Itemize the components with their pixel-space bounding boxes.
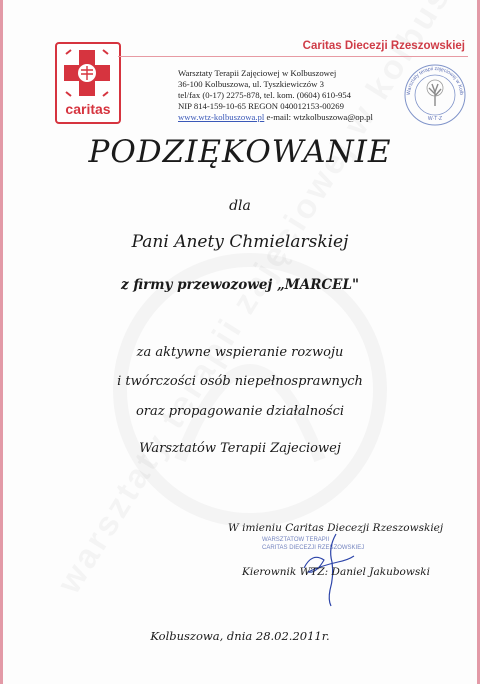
website-link[interactable]: www.wtz-kolbuszowa.pl bbox=[178, 112, 265, 122]
recipient-name: Pani Anety Chmielarskiej bbox=[131, 232, 349, 252]
reason-line-4: Warsztatów Terapii Zajeciowej bbox=[139, 441, 341, 456]
caritas-logo bbox=[55, 42, 121, 124]
recipient-firm: z firmy przewozowej „MARCEL" bbox=[121, 277, 359, 293]
stamp-line-1: WARSZTATÓW TERAPII bbox=[262, 537, 330, 543]
on-behalf-text: W imieniu Caritas Diecezji Rzeszowskiej bbox=[228, 522, 444, 534]
wtz-seal-icon bbox=[402, 62, 468, 128]
header-divider bbox=[118, 56, 468, 57]
caritas-cross-icon bbox=[62, 48, 112, 98]
reason-line-2: i twórczości osób niepełnosprawnych bbox=[117, 374, 363, 389]
for-label: dla bbox=[229, 198, 251, 214]
certificate-title: PODZIĘKOWANIE bbox=[88, 134, 392, 170]
reason-line-1: za aktywne wspieranie rozwoju bbox=[136, 345, 344, 360]
watermark bbox=[60, 160, 440, 630]
diocese-title: Caritas Diecezji Rzeszowskiej bbox=[302, 40, 465, 52]
place-and-date: Kolbuszowa, dnia 28.02.2011r. bbox=[150, 629, 330, 643]
address-line-4: NIP 814-159-10-65 REGON 040012153-00269 bbox=[178, 101, 344, 111]
address-block bbox=[178, 68, 373, 123]
watermark-emblem-icon bbox=[60, 160, 440, 630]
address-line-1: Warsztaty Terapii Zajęciowej w Kolbuszowej bbox=[178, 68, 337, 78]
seal-ring-text: Warsztaty terapii zajęciowej w Kolb bbox=[405, 65, 465, 96]
signer-text: Kierownik WTZ: Daniel Jakubowski bbox=[242, 566, 430, 578]
email-text: e-mail: wtzkolbuszowa@op.pl bbox=[266, 112, 373, 122]
stamp-line-2: CARITAS DIECEZJI RZESZOWSKIEJ bbox=[262, 544, 365, 551]
reason-line-3: oraz propagowanie działalności bbox=[135, 404, 345, 419]
address-line-3: tel/fax (0-17) 2275-878, tel. kom. (0604) 610-954 bbox=[178, 90, 351, 100]
caritas-logo-word: caritas bbox=[65, 101, 111, 117]
address-line-2: 36-100 Kolbuszowa, ul. Tyszkiewiczów 3 bbox=[178, 79, 324, 89]
seal-bottom-text: W·T·Z bbox=[427, 116, 443, 122]
contact-line bbox=[178, 112, 373, 123]
left-border-strip bbox=[0, 0, 3, 684]
